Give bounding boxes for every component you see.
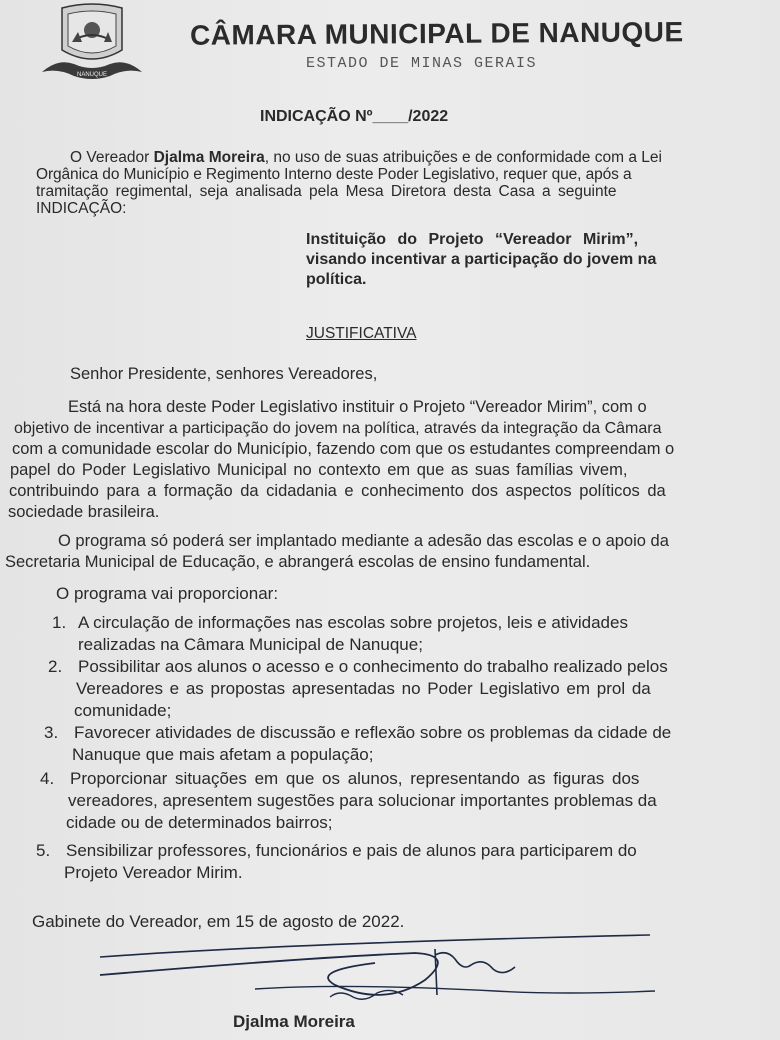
paragraph-2-line: O programa só poderá ser implantado mediante a adesão das escolas e o apoio da [58,532,669,550]
indicacao-heading: INDICAÇÃO Nº____/2022 [260,108,449,125]
paragraph-1-line: contribuindo para a formação da cidadania e conhecimento dos aspectos políticos da [9,482,666,500]
list-number: 5. [36,841,51,860]
list-text: Nanuque que mais afetam a população; [72,745,374,764]
page-title: CÂMARA MUNICIPAL DE NANUQUE [189,16,684,51]
list-text: A circulação de informações nas escolas sobre projetos, leis e atividades [78,613,628,632]
list-item [52,612,628,654]
councilor-name: Djalma Moreira [153,149,265,166]
paragraph-1-line: papel do Poder Legislativo Municipal no contexto em que as suas famílias vivem, [10,461,628,479]
signer-name: Djalma Moreira [233,1012,355,1031]
paragraph-1-line: Está na hora deste Poder Legislativo instituir o Projeto “Vereador Mirim”, com o [68,398,647,416]
list-text: realizadas na Câmara Municipal de Nanuque; [78,635,423,654]
intro-suffix: , no uso de suas atribuições e de conformidade com a Lei [264,149,662,166]
list-item [48,656,668,720]
seal-text: NANUQUE [76,72,108,78]
list-number: 1. [52,613,67,632]
list-item [40,768,657,832]
list-text: vereadores, apresentem sugestões para solucionar importantes problemas da [68,791,657,810]
list-item [44,722,672,764]
paragraph-1-line: objetivo de incentivar a participação do jovem na política, através da integração da Câmara [14,420,662,437]
closing-date-line: Gabinete do Vereador, em 15 de agosto de 2022. [32,912,405,931]
page-subtitle: ESTADO DE MINAS GERAIS [306,55,538,72]
municipal-seal-icon [38,2,146,88]
paragraph-1-line: com a comunidade escolar do Município, fazendo com que os estudantes compreendam o [12,440,675,458]
list-text: cidade ou de determinados bairros; [66,813,333,832]
greeting: Senhor Presidente, senhores Vereadores, [70,365,378,383]
list-text: Vereadores e as propostas apresentadas no Poder Legislativo em prol da [76,679,651,698]
intro-line-4: INDICAÇÃO: [36,200,127,217]
list-text: Possibilitar aos alunos o acesso e o conhecimento do trabalho realizado pelos [78,657,668,676]
list-text: comunidade; [74,701,172,720]
intro-prefix: O Vereador [70,149,154,166]
list-text: Sensibilizar professores, funcionários e pais de alunos para participarem do [66,841,637,860]
list-intro: O programa vai proporcionar: [56,584,279,603]
list-text: Proporcionar situações em que os alunos, representando as figuras dos [70,769,640,788]
paragraph-2-line: Secretaria Municipal de Educação, e abrangerá escolas de ensino fundamental. [5,553,591,571]
list-item [36,840,637,882]
list-number: 2. [48,657,63,676]
list-number: 3. [44,723,59,742]
list-text: Favorecer atividades de discussão e reflexão sobre os problemas da cidade de [74,723,672,742]
intro-line-2: Orgânica do Município e Regimento Interno deste Poder Legislativo, requer que, após a [36,166,632,183]
justificativa-heading: JUSTIFICATIVA [306,325,417,342]
intro-line-3: tramitação regimental, seja analisada pela Mesa Diretora desta Casa a seguinte [36,183,617,200]
proposal-line-1: Instituição do Projeto “Vereador Mirim”, [306,231,639,248]
list-text: Projeto Vereador Mirim. [64,863,243,882]
proposal-line-2: visando incentivar a participação do jovem na [306,251,657,268]
proposal-line-3: política. [306,271,367,288]
list-number: 4. [40,769,55,788]
handwritten-signature-icon [95,925,655,1005]
paragraph-1-line: sociedade brasileira. [8,503,160,521]
